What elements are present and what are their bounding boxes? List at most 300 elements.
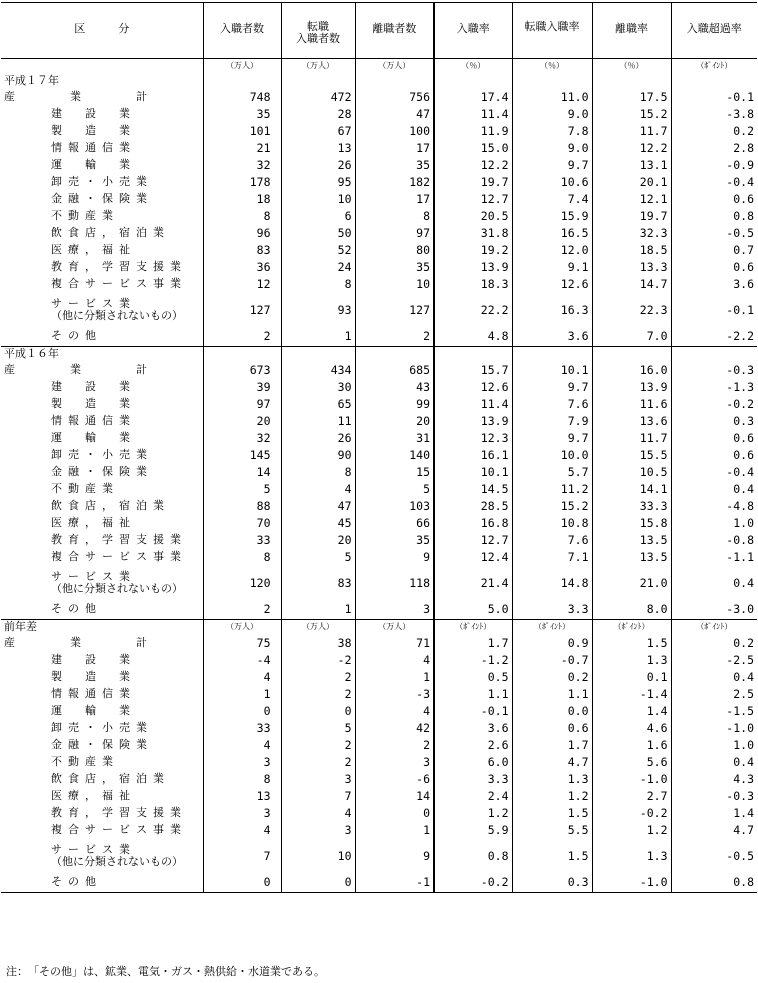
cell-value: 19.7 bbox=[592, 208, 671, 225]
blank-cell bbox=[671, 74, 757, 89]
unit-label: （％） bbox=[592, 59, 671, 74]
cell-value: -0.8 bbox=[671, 532, 757, 549]
cell-value: 0.6 bbox=[671, 447, 757, 464]
unit-label: （％） bbox=[434, 59, 512, 74]
cell-value: 15.0 bbox=[434, 140, 512, 157]
cell-value: -2.5 bbox=[671, 652, 757, 669]
cell-value: 472 bbox=[281, 89, 355, 106]
cell-value: 33 bbox=[203, 720, 281, 737]
cell-value: 12.0 bbox=[512, 242, 592, 259]
cell-value: 3 bbox=[355, 600, 434, 620]
row-label-text: 運 輸 業 bbox=[51, 158, 136, 171]
cell-value: 2.7 bbox=[592, 788, 671, 805]
cell-value: -1.0 bbox=[671, 720, 757, 737]
cell-value: 0.4 bbox=[671, 566, 757, 600]
cell-value: 12.7 bbox=[434, 191, 512, 208]
table-row bbox=[1, 140, 757, 157]
cell-value: -0.4 bbox=[671, 464, 757, 481]
cell-value: -0.5 bbox=[671, 839, 757, 873]
cell-value: -1.0 bbox=[592, 771, 671, 788]
cell-value: 0.4 bbox=[671, 669, 757, 686]
row-label bbox=[1, 293, 203, 327]
cell-value: 120 bbox=[203, 566, 281, 600]
row-label bbox=[1, 515, 203, 532]
row-label bbox=[1, 242, 203, 259]
row-label bbox=[1, 276, 203, 293]
header-category: 区 分 bbox=[1, 3, 203, 59]
row-label bbox=[1, 703, 203, 720]
cell-value: 7.6 bbox=[512, 396, 592, 413]
cell-value: 35 bbox=[355, 157, 434, 174]
cell-value: 15.2 bbox=[592, 106, 671, 123]
cell-value: 0.0 bbox=[512, 703, 592, 720]
row-label bbox=[1, 498, 203, 515]
row-label-text: 飲食店，宿泊業 bbox=[51, 499, 170, 512]
cell-value: 4 bbox=[203, 822, 281, 839]
cell-value: 2 bbox=[281, 669, 355, 686]
table-row bbox=[1, 600, 757, 620]
cell-value: 15.7 bbox=[434, 362, 512, 379]
cell-value: 1.5 bbox=[512, 839, 592, 873]
cell-value: 1.5 bbox=[512, 805, 592, 822]
row-label bbox=[1, 805, 203, 822]
cell-value: 21 bbox=[203, 140, 281, 157]
cell-value: 32 bbox=[203, 157, 281, 174]
row-label bbox=[1, 208, 203, 225]
blank-cell bbox=[592, 74, 671, 89]
cell-value: 14.5 bbox=[434, 481, 512, 498]
cell-value: 12.7 bbox=[434, 532, 512, 549]
cell-value: 13.1 bbox=[592, 157, 671, 174]
cell-value: 12.1 bbox=[592, 191, 671, 208]
cell-value: 80 bbox=[355, 242, 434, 259]
cell-value: 99 bbox=[355, 396, 434, 413]
cell-value: 5.5 bbox=[512, 822, 592, 839]
cell-value: -1.0 bbox=[592, 873, 671, 893]
cell-value: 71 bbox=[355, 635, 434, 652]
row-label bbox=[1, 566, 203, 600]
unit-label: （ﾎﾟｲﾝﾄ） bbox=[671, 620, 757, 635]
cell-value: 13.5 bbox=[592, 532, 671, 549]
cell-value: 16.5 bbox=[512, 225, 592, 242]
table-row bbox=[1, 822, 757, 839]
cell-value: 2 bbox=[281, 737, 355, 754]
cell-value: -6 bbox=[355, 771, 434, 788]
cell-value: 8 bbox=[355, 208, 434, 225]
cell-value: 4 bbox=[355, 652, 434, 669]
cell-value: 0.2 bbox=[671, 123, 757, 140]
cell-value: 9.7 bbox=[512, 430, 592, 447]
cell-value: 3.3 bbox=[512, 600, 592, 620]
cell-value: 12.4 bbox=[434, 549, 512, 566]
cell-value: 2.6 bbox=[434, 737, 512, 754]
cell-value: 10.1 bbox=[512, 362, 592, 379]
row-label bbox=[1, 464, 203, 481]
cell-value: 11.7 bbox=[592, 430, 671, 447]
cell-value: 35 bbox=[355, 259, 434, 276]
cell-value: 8 bbox=[203, 208, 281, 225]
row-label-text: 医療，福祉 bbox=[51, 789, 136, 802]
cell-value: 13.5 bbox=[592, 549, 671, 566]
row-label bbox=[1, 788, 203, 805]
row-label-text: 製 造 業 bbox=[51, 670, 136, 683]
cell-value: 12.6 bbox=[434, 379, 512, 396]
row-label-sub: （他に分類されないもの） bbox=[51, 581, 183, 595]
row-label bbox=[1, 686, 203, 703]
row-label bbox=[1, 379, 203, 396]
blank-cell bbox=[434, 347, 512, 362]
cell-value: 1.7 bbox=[434, 635, 512, 652]
cell-value: 1.1 bbox=[512, 686, 592, 703]
cell-value: 3.6 bbox=[671, 276, 757, 293]
cell-value: 0 bbox=[281, 873, 355, 893]
table-row bbox=[1, 259, 757, 276]
cell-value: 42 bbox=[355, 720, 434, 737]
cell-value: 2 bbox=[203, 327, 281, 347]
row-label bbox=[1, 106, 203, 123]
cell-value: -4 bbox=[203, 652, 281, 669]
cell-value: -1.3 bbox=[671, 379, 757, 396]
cell-value: 11.9 bbox=[434, 123, 512, 140]
cell-value: 17.5 bbox=[592, 89, 671, 106]
cell-value: 100 bbox=[355, 123, 434, 140]
cell-value: 434 bbox=[281, 362, 355, 379]
row-label-text: 情報通信業 bbox=[51, 141, 136, 154]
header-col1: 入職者数 bbox=[203, 3, 281, 59]
cell-value: 3 bbox=[281, 771, 355, 788]
table-row bbox=[1, 515, 757, 532]
table-row bbox=[1, 532, 757, 549]
cell-value: 2.5 bbox=[671, 686, 757, 703]
cell-value: -1.5 bbox=[671, 703, 757, 720]
cell-value: -2 bbox=[281, 652, 355, 669]
cell-value: 13.9 bbox=[592, 379, 671, 396]
cell-value: 4 bbox=[281, 805, 355, 822]
cell-value: 1 bbox=[281, 600, 355, 620]
cell-value: 1 bbox=[355, 669, 434, 686]
cell-value: 75 bbox=[203, 635, 281, 652]
cell-value: -0.2 bbox=[592, 805, 671, 822]
section-title-row bbox=[1, 620, 757, 635]
table-row bbox=[1, 106, 757, 123]
cell-value: 52 bbox=[281, 242, 355, 259]
cell-value: 20.1 bbox=[592, 174, 671, 191]
row-label-text: 情報通信業 bbox=[51, 687, 136, 700]
cell-value: 0.2 bbox=[512, 669, 592, 686]
cell-value: 0.6 bbox=[671, 191, 757, 208]
cell-value: -0.5 bbox=[671, 225, 757, 242]
cell-value: 0.6 bbox=[671, 430, 757, 447]
cell-value: 0.3 bbox=[671, 413, 757, 430]
table-row bbox=[1, 686, 757, 703]
blank-cell bbox=[512, 74, 592, 89]
cell-value: 182 bbox=[355, 174, 434, 191]
cell-value: 6 bbox=[281, 208, 355, 225]
cell-value: 0.7 bbox=[671, 242, 757, 259]
cell-value: 7.6 bbox=[512, 532, 592, 549]
cell-value: 47 bbox=[355, 106, 434, 123]
row-label bbox=[1, 481, 203, 498]
unit-label: （万人） bbox=[203, 620, 281, 635]
cell-value: 5.0 bbox=[434, 600, 512, 620]
cell-value: 5.6 bbox=[592, 754, 671, 771]
cell-value: 10.6 bbox=[512, 174, 592, 191]
cell-value: 83 bbox=[203, 242, 281, 259]
cell-value: 14 bbox=[203, 464, 281, 481]
cell-value: 5 bbox=[281, 549, 355, 566]
cell-value: 10.0 bbox=[512, 447, 592, 464]
cell-value: 9.0 bbox=[512, 140, 592, 157]
header-col6: 離職率 bbox=[592, 3, 671, 59]
row-label-text: その他 bbox=[51, 329, 102, 343]
row-label-text: 教育，学習支援業 bbox=[51, 806, 187, 819]
row-label bbox=[1, 549, 203, 566]
cell-value: 13 bbox=[281, 140, 355, 157]
cell-value: 13 bbox=[203, 788, 281, 805]
table-row bbox=[1, 464, 757, 481]
cell-value: 15.5 bbox=[592, 447, 671, 464]
cell-value: -1 bbox=[355, 873, 434, 893]
cell-value: 20 bbox=[281, 532, 355, 549]
unit-blank bbox=[1, 59, 203, 74]
row-label-sub: （他に分類されないもの） bbox=[51, 854, 183, 868]
row-label bbox=[1, 89, 203, 106]
row-label-text: 卸売・小売業 bbox=[51, 175, 153, 188]
cell-value: 145 bbox=[203, 447, 281, 464]
cell-value: 4.8 bbox=[434, 327, 512, 347]
cell-value: 5 bbox=[355, 481, 434, 498]
table-row bbox=[1, 396, 757, 413]
unit-label: （万人） bbox=[281, 59, 355, 74]
cell-value: 45 bbox=[281, 515, 355, 532]
header-row bbox=[1, 3, 757, 59]
cell-value: 118 bbox=[355, 566, 434, 600]
row-label bbox=[1, 873, 203, 893]
cell-value: 2.4 bbox=[434, 788, 512, 805]
cell-value: 1.0 bbox=[671, 737, 757, 754]
cell-value: 5 bbox=[203, 481, 281, 498]
cell-value: 0 bbox=[203, 703, 281, 720]
row-label-text: サービス業 bbox=[51, 569, 136, 583]
cell-value: 31.8 bbox=[434, 225, 512, 242]
cell-value: -1.1 bbox=[671, 549, 757, 566]
cell-value: 15 bbox=[355, 464, 434, 481]
row-label bbox=[1, 362, 203, 379]
cell-value: 5.9 bbox=[434, 822, 512, 839]
row-label-text: 金融・保険業 bbox=[51, 465, 153, 478]
cell-value: 39 bbox=[203, 379, 281, 396]
cell-value: 10.5 bbox=[592, 464, 671, 481]
table-row bbox=[1, 208, 757, 225]
row-label-text: 製 造 業 bbox=[51, 397, 136, 410]
cell-value: 11 bbox=[281, 413, 355, 430]
row-label-text: 運 輸 業 bbox=[51, 431, 136, 444]
blank-cell bbox=[203, 74, 281, 89]
blank-cell bbox=[203, 347, 281, 362]
section-title: 平成１６年 bbox=[1, 347, 203, 362]
cell-value: 3 bbox=[203, 805, 281, 822]
table-row bbox=[1, 413, 757, 430]
row-label-text: 複合サービス事業 bbox=[51, 277, 187, 290]
row-label-text: 複合サービス事業 bbox=[51, 550, 187, 563]
row-label-text: 卸売・小売業 bbox=[51, 448, 153, 461]
cell-value: 24 bbox=[281, 259, 355, 276]
cell-value: 22.2 bbox=[434, 293, 512, 327]
unit-label: （万人） bbox=[281, 620, 355, 635]
cell-value: 0.6 bbox=[512, 720, 592, 737]
section-title: 平成１７年 bbox=[4, 74, 59, 87]
cell-value: 4.7 bbox=[512, 754, 592, 771]
table-row bbox=[1, 242, 757, 259]
table-row bbox=[1, 293, 757, 327]
cell-value: 28 bbox=[281, 106, 355, 123]
cell-value: 10 bbox=[281, 191, 355, 208]
row-label-text: 医療，福祉 bbox=[51, 516, 136, 529]
table-row bbox=[1, 805, 757, 822]
cell-value: 11.4 bbox=[434, 396, 512, 413]
row-label bbox=[1, 669, 203, 686]
cell-value: 0.8 bbox=[434, 839, 512, 873]
cell-value: 4 bbox=[281, 481, 355, 498]
row-label bbox=[1, 225, 203, 242]
cell-value: 8.0 bbox=[592, 600, 671, 620]
row-label-text: 不動産業 bbox=[51, 209, 119, 222]
row-label-text: 卸売・小売業 bbox=[51, 721, 153, 734]
cell-value: 28.5 bbox=[434, 498, 512, 515]
cell-value: 22.3 bbox=[592, 293, 671, 327]
table-row bbox=[1, 89, 757, 106]
table-row bbox=[1, 549, 757, 566]
cell-value: 1.7 bbox=[512, 737, 592, 754]
cell-value: 13.3 bbox=[592, 259, 671, 276]
table-row bbox=[1, 669, 757, 686]
cell-value: 11.4 bbox=[434, 106, 512, 123]
cell-value: 8 bbox=[203, 771, 281, 788]
cell-value: 127 bbox=[355, 293, 434, 327]
cell-value: 1.3 bbox=[512, 771, 592, 788]
cell-value: 0.2 bbox=[671, 635, 757, 652]
cell-value: 0.4 bbox=[671, 481, 757, 498]
cell-value: 10 bbox=[355, 276, 434, 293]
row-label bbox=[1, 822, 203, 839]
cell-value: 685 bbox=[355, 362, 434, 379]
cell-value: -1.2 bbox=[434, 652, 512, 669]
row-label-text: 建 設 業 bbox=[51, 653, 136, 666]
unit-label: （万人） bbox=[355, 620, 434, 635]
row-label bbox=[1, 430, 203, 447]
cell-value: 3 bbox=[281, 822, 355, 839]
cell-value: 83 bbox=[281, 566, 355, 600]
table-row bbox=[1, 225, 757, 242]
cell-value: 4.3 bbox=[671, 771, 757, 788]
header-col7: 入職超過率 bbox=[671, 3, 757, 59]
table-row bbox=[1, 498, 757, 515]
cell-value: 16.8 bbox=[434, 515, 512, 532]
cell-value: 8 bbox=[281, 276, 355, 293]
blank-cell bbox=[671, 347, 757, 362]
cell-value: 0.8 bbox=[671, 873, 757, 893]
unit-label: （％） bbox=[512, 59, 592, 74]
cell-value: 14 bbox=[355, 788, 434, 805]
cell-value: -0.2 bbox=[434, 873, 512, 893]
row-label-text: 教育，学習支援業 bbox=[51, 260, 187, 273]
cell-value: 3.3 bbox=[434, 771, 512, 788]
row-label bbox=[1, 839, 203, 873]
row-label-text: 産 業 計 bbox=[4, 90, 169, 103]
cell-value: 19.7 bbox=[434, 174, 512, 191]
unit-label: （ﾎﾟｲﾝﾄ） bbox=[434, 620, 512, 635]
cell-value: -0.7 bbox=[512, 652, 592, 669]
cell-value: -1.4 bbox=[592, 686, 671, 703]
row-label-text: その他 bbox=[51, 875, 102, 889]
cell-value: 1.6 bbox=[592, 737, 671, 754]
cell-value: 127 bbox=[203, 293, 281, 327]
cell-value: 10 bbox=[281, 839, 355, 873]
table-row bbox=[1, 788, 757, 805]
table-row bbox=[1, 703, 757, 720]
section-title-row bbox=[1, 347, 757, 362]
row-label bbox=[1, 771, 203, 788]
blank-cell bbox=[355, 74, 434, 89]
cell-value: 3.6 bbox=[512, 327, 592, 347]
cell-value: 0.1 bbox=[592, 669, 671, 686]
cell-value: -2.2 bbox=[671, 327, 757, 347]
cell-value: 1 bbox=[355, 822, 434, 839]
row-label-text: 建 設 業 bbox=[51, 107, 136, 120]
row-label-text: 飲食店，宿泊業 bbox=[51, 226, 170, 239]
blank-cell bbox=[281, 74, 355, 89]
table-row bbox=[1, 430, 757, 447]
cell-value: 10.1 bbox=[434, 464, 512, 481]
cell-value: -0.4 bbox=[671, 174, 757, 191]
cell-value: 0 bbox=[203, 873, 281, 893]
cell-value: 33.3 bbox=[592, 498, 671, 515]
row-label-text: その他 bbox=[51, 602, 102, 616]
blank-cell bbox=[512, 347, 592, 362]
section-title: 前年差 bbox=[1, 620, 203, 635]
cell-value: 35 bbox=[355, 532, 434, 549]
row-label-text: 教育，学習支援業 bbox=[51, 533, 187, 546]
cell-value: 13.6 bbox=[592, 413, 671, 430]
row-label-text: 情報通信業 bbox=[51, 414, 136, 427]
cell-value: 66 bbox=[355, 515, 434, 532]
cell-value: 18 bbox=[203, 191, 281, 208]
cell-value: -0.9 bbox=[671, 157, 757, 174]
cell-value: 7.0 bbox=[592, 327, 671, 347]
cell-value: 7 bbox=[203, 839, 281, 873]
cell-value: 6.0 bbox=[434, 754, 512, 771]
row-label-text: 複合サービス事業 bbox=[51, 823, 187, 836]
row-label-text: 運 輸 業 bbox=[51, 704, 136, 717]
cell-value: 38 bbox=[281, 635, 355, 652]
cell-value: 5.7 bbox=[512, 464, 592, 481]
row-label bbox=[1, 174, 203, 191]
cell-value: 2 bbox=[355, 327, 434, 347]
row-label-text: 産 業 計 bbox=[4, 363, 169, 376]
cell-value: 1.3 bbox=[592, 652, 671, 669]
labor-turnover-table bbox=[1, 2, 757, 893]
row-label-text: サービス業 bbox=[51, 296, 136, 310]
cell-value: 67 bbox=[281, 123, 355, 140]
header-col4: 入職率 bbox=[434, 3, 512, 59]
row-label-text: サービス業 bbox=[51, 842, 136, 856]
header-col5: 転職入職率 bbox=[512, 3, 592, 59]
row-label-text: 金融・保険業 bbox=[51, 738, 153, 751]
cell-value: 12 bbox=[203, 276, 281, 293]
cell-value: 35 bbox=[203, 106, 281, 123]
cell-value: 0.8 bbox=[671, 208, 757, 225]
cell-value: 2.8 bbox=[671, 140, 757, 157]
